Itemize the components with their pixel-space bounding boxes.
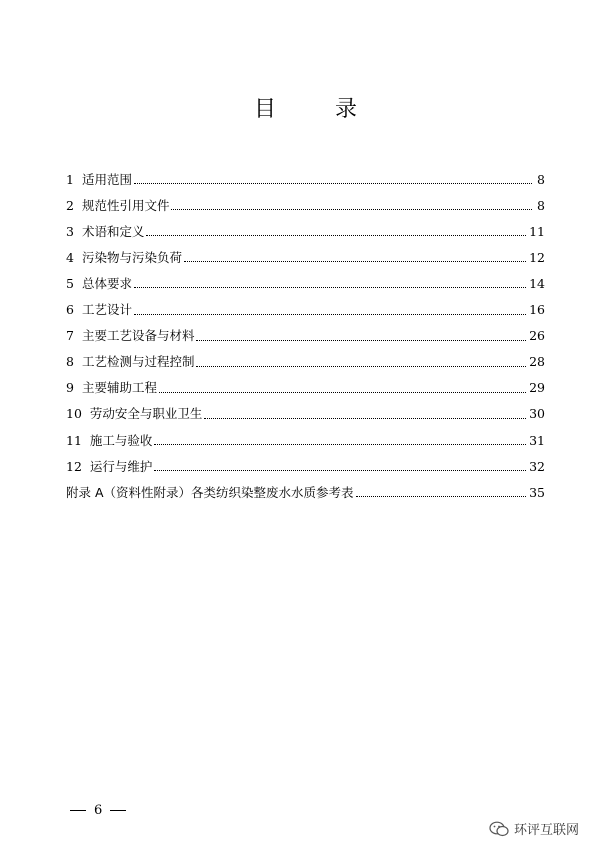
toc-entry-page: 31	[529, 432, 545, 448]
toc-entry-label	[66, 356, 194, 369]
toc-dot-leader	[134, 313, 526, 315]
toc-entry[interactable]	[66, 264, 545, 290]
toc-entry-label	[66, 408, 202, 421]
toc-entry[interactable]	[66, 447, 545, 473]
page-number-value: 6	[94, 803, 103, 818]
toc-entry-text: 主要辅助工程	[81, 380, 157, 396]
toc-dot-leader	[134, 286, 526, 288]
toc-entry-number: 7	[66, 328, 74, 344]
toc-entry-number: 9	[66, 380, 74, 396]
toc-entry-text: 劳动安全与职业卫生	[89, 406, 203, 422]
toc-dot-leader	[146, 234, 526, 236]
toc-entry-text: 附录 A（资料性附录）各类纺织染整废水水质参考表	[66, 484, 354, 500]
watermark	[489, 819, 579, 838]
toc-dot-leader	[171, 208, 532, 210]
toc-dot-leader	[184, 260, 526, 262]
toc-entry[interactable]	[66, 160, 545, 186]
toc-entry-number: 1	[66, 171, 74, 187]
toc-entry-page: 30	[529, 406, 545, 422]
toc-entry-page: 14	[529, 275, 545, 291]
toc-entry-text: 术语和定义	[81, 223, 145, 239]
toc-entry-page: 35	[529, 484, 545, 500]
toc-entry-label	[66, 275, 132, 291]
table-of-contents	[66, 160, 545, 499]
toc-entry-text: 主要工艺设备与材料	[81, 328, 195, 344]
toc-dot-leader	[154, 443, 526, 445]
toc-entry-text: 运行与维护	[89, 458, 153, 474]
toc-entry-page: 12	[529, 249, 545, 265]
watermark-text: 环评互联网	[514, 823, 580, 838]
toc-entry-number: 2	[66, 197, 74, 213]
toc-entry-label	[66, 249, 182, 265]
toc-entry-page: 26	[529, 328, 545, 344]
toc-entry-number: 11	[66, 432, 82, 448]
toc-entry[interactable]	[66, 238, 545, 264]
toc-entry-label	[66, 484, 354, 500]
page-number	[70, 803, 126, 818]
toc-entry-number: 4	[66, 249, 74, 265]
toc-entry[interactable]	[66, 473, 545, 499]
toc-dot-leader	[159, 391, 526, 393]
toc-entry-number: 10	[66, 406, 82, 422]
toc-dot-leader	[154, 469, 526, 471]
dash-right	[110, 810, 126, 811]
toc-dot-leader	[196, 365, 526, 367]
toc-entry-text: 适用范围	[81, 171, 132, 187]
toc-entry[interactable]	[66, 421, 545, 447]
toc-entry-page: 11	[529, 223, 545, 239]
toc-entry-text: 工艺检测与过程控制	[81, 354, 195, 370]
toc-dot-leader	[356, 495, 527, 497]
toc-entry-page: 16	[529, 302, 545, 318]
toc-entry-text: 污染物与污染负荷	[81, 249, 182, 265]
toc-entry-text: 工艺设计	[81, 302, 132, 318]
page-title: 目 录	[254, 97, 383, 122]
toc-entry[interactable]	[66, 212, 545, 238]
toc-entry-number: 12	[66, 458, 82, 474]
toc-dot-leader	[196, 339, 526, 341]
toc-entry-label	[66, 382, 157, 395]
toc-entry[interactable]	[66, 343, 545, 369]
toc-entry-page: 28	[529, 354, 545, 370]
toc-entry-text: 规范性引用文件	[81, 197, 170, 213]
toc-entry-text: 总体要求	[81, 275, 132, 291]
toc-entry-label	[66, 330, 194, 343]
toc-entry-text: 施工与验收	[89, 432, 153, 448]
toc-entry[interactable]	[66, 369, 545, 395]
toc-entry-label	[66, 197, 170, 213]
toc-entry-page: 29	[529, 380, 545, 396]
toc-entry-number: 8	[66, 354, 74, 370]
toc-entry-label	[66, 304, 132, 317]
toc-entry-label	[66, 223, 145, 239]
toc-dot-leader	[134, 182, 532, 184]
toc-entry-number: 5	[66, 275, 74, 291]
wechat-icon	[489, 821, 509, 837]
toc-entry[interactable]	[66, 186, 545, 212]
dash-left	[70, 810, 86, 811]
toc-entry-page: 8	[537, 171, 545, 187]
toc-entry-label	[66, 458, 153, 474]
toc-entry-label	[66, 432, 153, 448]
toc-dot-leader	[204, 417, 526, 419]
toc-entry-page: 32	[529, 458, 545, 474]
toc-entry[interactable]	[66, 395, 545, 421]
toc-entry-label	[66, 171, 132, 187]
toc-entry-page: 8	[537, 197, 545, 213]
toc-entry-number: 3	[66, 223, 74, 239]
toc-entry[interactable]	[66, 290, 545, 316]
toc-entry[interactable]	[66, 317, 545, 343]
toc-entry-number: 6	[66, 302, 74, 318]
